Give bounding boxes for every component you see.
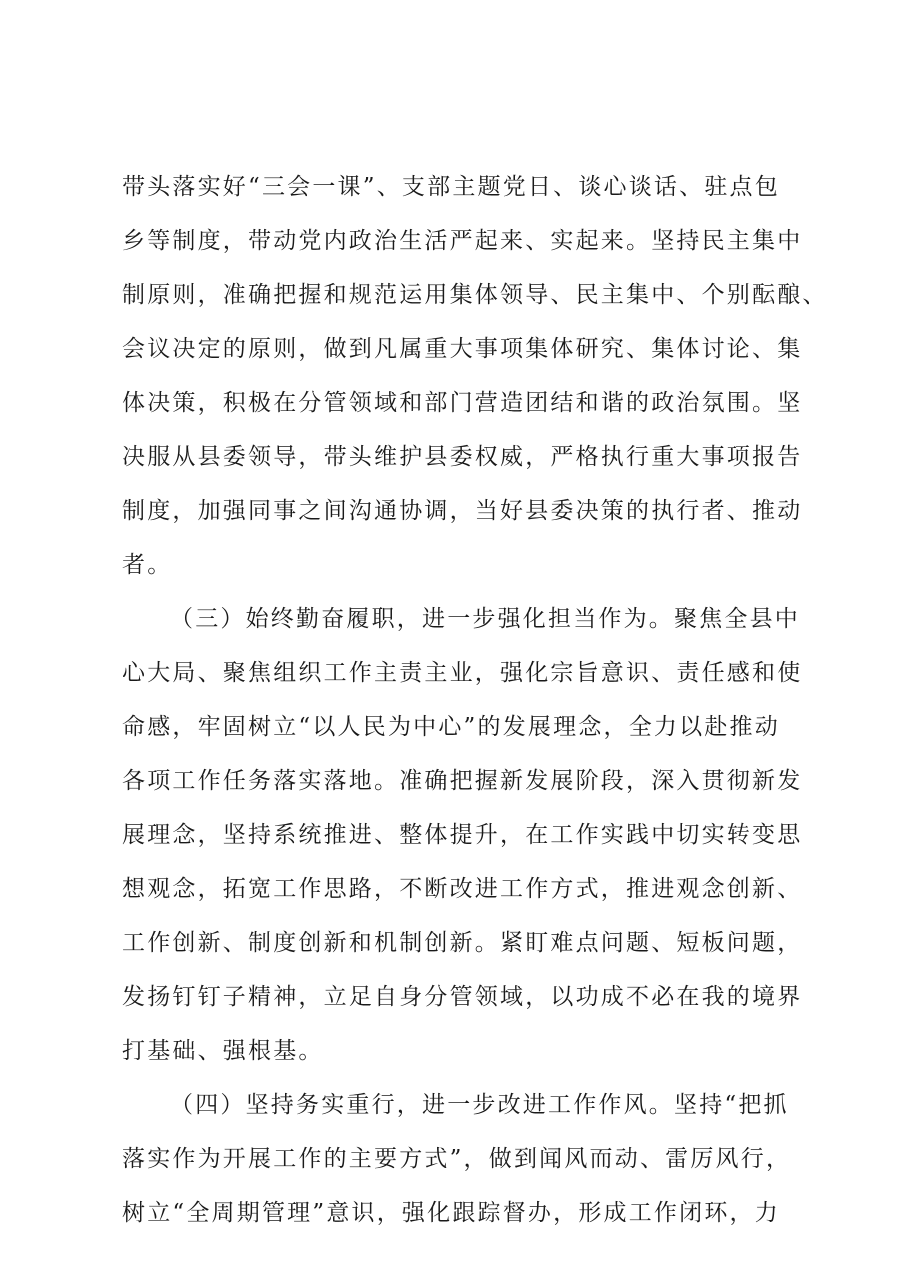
text-line: 落实作为开展工作的主要方式”，做到闻风而动、雷厉风行， xyxy=(122,1146,792,1172)
text-line: 打基础、强根基。 xyxy=(122,1038,324,1064)
paragraph-heading-line: （三）始终勤奋履职，进一步强化担当作为。聚焦全县中 xyxy=(170,606,800,632)
text-line: 树立“全周期管理”意识，强化跟踪督办，形成工作闭环，力 xyxy=(122,1200,780,1226)
document-body xyxy=(122,160,828,1240)
text-line: 带头落实好“三会一课”、支部主题党日、谈心谈话、驻点包 xyxy=(122,174,780,200)
text-line: 展理念，坚持系统推进、整体提升，在工作实践中切实转变思 xyxy=(122,822,803,848)
text-line: 体决策，积极在分管领域和部门营造团结和谐的政治氛围。坚 xyxy=(122,390,803,416)
text-line: 心大局、聚焦组织工作主责主业，强化宗旨意识、责任感和使 xyxy=(122,660,803,686)
text-line: 命感，牢固树立“以人民为中心”的发展理念，全力以赴推动 xyxy=(122,714,780,740)
paragraph-heading-line: （四）坚持务实重行，进一步改进工作作风。坚持“把抓 xyxy=(170,1092,789,1118)
text-line: 者。 xyxy=(122,552,173,578)
text-line: 发扬钉钉子精神，立足自身分管领域，以功成不必在我的境界 xyxy=(122,984,803,1010)
text-line: 工作创新、制度创新和机制创新。紧盯难点问题、短板问题， xyxy=(122,930,803,956)
text-line: 决服从县委领导，带头维护县委权威，严格执行重大事项报告 xyxy=(122,444,803,470)
text-line: 制原则，准确把握和规范运用集体领导、民主集中、个别酝酿、 xyxy=(122,282,828,308)
text-line: 会议决定的原则，做到凡属重大事项集体研究、集体讨论、集 xyxy=(122,336,803,362)
text-line: 各项工作任务落实落地。准确把握新发展阶段，深入贯彻新发 xyxy=(122,768,803,794)
text-line: 制度，加强同事之间沟通协调，当好县委决策的执行者、推动 xyxy=(122,498,803,524)
text-line: 想观念，拓宽工作思路，不断改进工作方式，推进观念创新、 xyxy=(122,876,803,902)
text-line: 乡等制度，带动党内政治生活严起来、实起来。坚持民主集中 xyxy=(122,228,803,254)
